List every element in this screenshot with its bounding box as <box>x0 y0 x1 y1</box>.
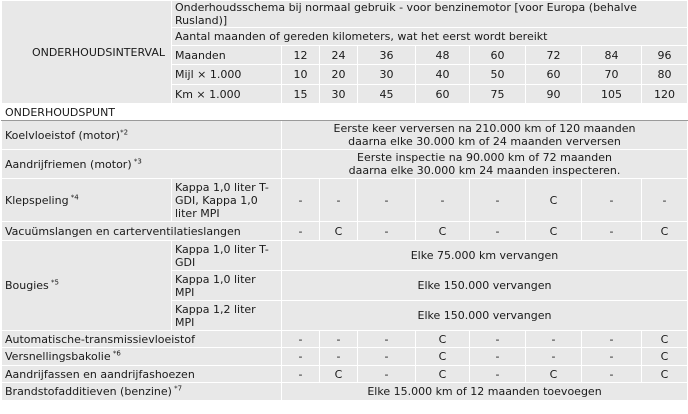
schedule-cell: C <box>320 222 358 241</box>
engine-label: Kappa 1,2 liter MPI <box>172 301 282 331</box>
item-instruction: Elke 150.000 vervangen <box>282 301 688 331</box>
schedule-cell: - <box>582 366 642 383</box>
miles-value: 10 <box>282 65 320 85</box>
maintenance-schedule-table <box>1 0 688 401</box>
miles-value: 60 <box>526 65 582 85</box>
months-value: 24 <box>320 46 358 65</box>
unit-miles: Mijl × 1.000 <box>172 65 282 85</box>
miles-value: 50 <box>470 65 526 85</box>
km-value: 120 <box>642 85 688 104</box>
schedule-cell: - <box>470 348 526 366</box>
row-bougies-1 <box>2 241 688 271</box>
row-koelvloeistof <box>2 121 688 150</box>
schedule-cell: - <box>416 179 470 222</box>
schedule-title: Onderhoudsschema bij normaal gebruik - voor benzinemotor [voor Europa (behalve Rusland)] <box>172 1 688 28</box>
section-header: ONDERHOUDSPUNT <box>2 104 688 121</box>
km-value: 30 <box>320 85 358 104</box>
schedule-cell: - <box>526 331 582 348</box>
schedule-cell: - <box>470 222 526 241</box>
km-value: 45 <box>358 85 416 104</box>
schedule-cell: C <box>526 179 582 222</box>
months-value: 36 <box>358 46 416 65</box>
item-instruction: Elke 15.000 km of 12 maanden toevoegen <box>282 383 688 401</box>
schedule-cell: C <box>416 222 470 241</box>
item-label: Aandrijfriemen (motor) $^{*3}$ <box>2 150 282 179</box>
miles-value: 40 <box>416 65 470 85</box>
km-value: 60 <box>416 85 470 104</box>
unit-months: Maanden <box>172 46 282 65</box>
schedule-cell: - <box>282 179 320 222</box>
km-value: 15 <box>282 85 320 104</box>
schedule-cell: - <box>582 348 642 366</box>
months-value: 48 <box>416 46 470 65</box>
schedule-cell: - <box>358 348 416 366</box>
schedule-cell: - <box>320 348 358 366</box>
miles-value: 80 <box>642 65 688 85</box>
km-value: 90 <box>526 85 582 104</box>
schedule-cell: C <box>642 222 688 241</box>
schedule-cell: C <box>642 366 688 383</box>
km-value: 105 <box>582 85 642 104</box>
unit-km: Km × 1.000 <box>172 85 282 104</box>
months-value: 96 <box>642 46 688 65</box>
schedule-cell: - <box>582 179 642 222</box>
months-value: 12 <box>282 46 320 65</box>
schedule-cell: - <box>470 179 526 222</box>
item-label: Vacuümslangen en carterventilatieslangen <box>2 222 282 241</box>
schedule-cell: - <box>470 331 526 348</box>
item-label: Versnellingsbakolie $^{*6}$ <box>2 348 282 366</box>
row-brandstof <box>2 383 688 401</box>
schedule-cell: - <box>282 331 320 348</box>
schedule-cell: - <box>282 366 320 383</box>
schedule-cell: - <box>470 366 526 383</box>
schedule-cell: C <box>642 331 688 348</box>
schedule-cell: - <box>358 331 416 348</box>
schedule-cell: - <box>358 366 416 383</box>
engine-label: Kappa 1,0 liter T-GDI <box>172 241 282 271</box>
interval-label: ONDERHOUDSINTERVAL <box>2 1 172 104</box>
schedule-cell: C <box>526 222 582 241</box>
schedule-cell: C <box>320 366 358 383</box>
schedule-cell: C <box>416 348 470 366</box>
row-aandrijfriemen <box>2 150 688 179</box>
row-automatische <box>2 331 688 348</box>
miles-value: 70 <box>582 65 642 85</box>
item-instruction: Eerste inspectie na 90.000 km of 72 maanden daarna elke 30.000 km 24 maanden inspecteren. <box>282 150 688 179</box>
item-label: Bougies $^{*5}$ <box>2 241 172 331</box>
item-instruction: Elke 75.000 km vervangen <box>282 241 688 271</box>
row-aandrijfassen <box>2 366 688 383</box>
months-value: 60 <box>470 46 526 65</box>
months-value: 72 <box>526 46 582 65</box>
schedule-cell: C <box>642 348 688 366</box>
km-value: 75 <box>470 85 526 104</box>
item-instruction: Elke 150.000 vervangen <box>282 271 688 301</box>
item-label: Aandrijfassen en aandrijfashoezen <box>2 366 282 383</box>
schedule-cell: - <box>642 179 688 222</box>
schedule-cell: - <box>582 331 642 348</box>
row-versnellingsbakolie <box>2 348 688 366</box>
engine-label: Kappa 1,0 liter T-GDI, Kappa 1,0 liter MPI <box>172 179 282 222</box>
schedule-cell: C <box>526 366 582 383</box>
miles-value: 30 <box>358 65 416 85</box>
schedule-cell: - <box>358 179 416 222</box>
item-label: Brandstofadditieven (benzine) $^{*7}$ <box>2 383 282 401</box>
schedule-cell: - <box>282 222 320 241</box>
row-vacuum <box>2 222 688 241</box>
months-value: 84 <box>582 46 642 65</box>
schedule-cell: C <box>416 331 470 348</box>
item-label: Klepspeling $^{*4}$ <box>2 179 172 222</box>
row-klepspeling <box>2 179 688 222</box>
engine-label: Kappa 1,0 liter MPI <box>172 271 282 301</box>
schedule-subtitle: Aantal maanden of gereden kilometers, wat het eerst wordt bereikt <box>172 28 688 46</box>
schedule-cell: - <box>582 222 642 241</box>
item-label: Koelvloeistof (motor)$^{*2}$ <box>2 121 282 150</box>
item-instruction: Eerste keer verversen na 210.000 km of 120 maanden daarna elke 30.000 km of 24 maanden verversen <box>282 121 688 150</box>
schedule-cell: - <box>320 179 358 222</box>
schedule-cell: - <box>282 348 320 366</box>
miles-value: 20 <box>320 65 358 85</box>
schedule-cell: C <box>416 366 470 383</box>
item-label: Automatische-transmissievloeistof <box>2 331 282 348</box>
schedule-cell: - <box>526 348 582 366</box>
schedule-cell: - <box>358 222 416 241</box>
schedule-cell: - <box>320 331 358 348</box>
